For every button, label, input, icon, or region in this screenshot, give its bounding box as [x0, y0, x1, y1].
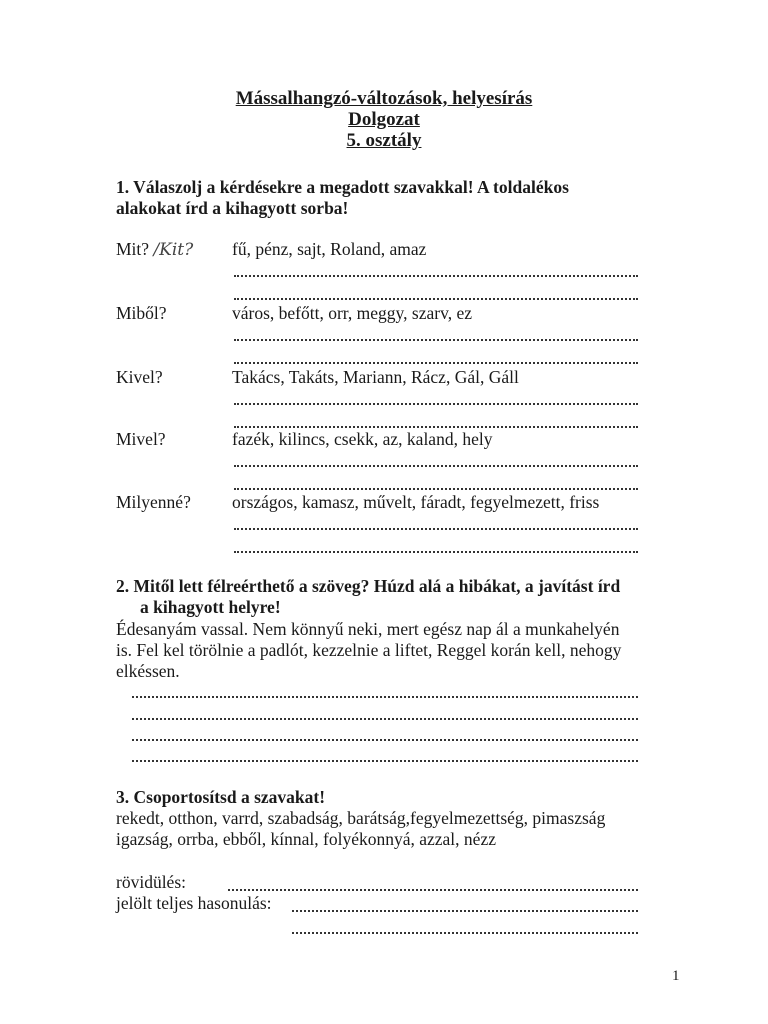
task1-question-2: Miből? — [116, 303, 167, 323]
answer-line[interactable] — [234, 453, 638, 467]
answer-line[interactable] — [132, 727, 638, 741]
task2-text-line3: elkéssen. — [116, 661, 180, 681]
answer-line[interactable] — [292, 920, 638, 934]
answer-line[interactable] — [132, 748, 638, 762]
answer-line[interactable] — [234, 516, 638, 530]
page-number: 1 — [672, 968, 680, 984]
answer-line[interactable] — [292, 898, 638, 912]
task1-words-5: országos, kamasz, művelt, fáradt, fegyelmezett, friss — [232, 492, 600, 512]
task2-text-line2: is. Fel kel törölnie a padlót, kezzelnie a liftet, Reggel korán kell, nehogy — [116, 640, 622, 660]
task2-heading-line1: 2. Mitől lett félreérthető a szöveg? Húzd alá a hibákat, a javítást írd — [116, 576, 621, 596]
answer-line[interactable] — [234, 391, 638, 405]
answer-line[interactable] — [234, 286, 638, 300]
answer-line[interactable] — [132, 684, 638, 698]
task1-words-1: fű, pénz, sajt, Roland, amaz — [232, 239, 427, 259]
answer-line[interactable] — [234, 414, 638, 428]
task2-heading — [116, 576, 706, 618]
task1-question-1: Mit? /Kit? — [116, 239, 194, 260]
task1-question-5: Milyenné? — [116, 492, 191, 512]
label-rovidules: rövidülés: — [116, 872, 186, 892]
task1-heading — [116, 177, 676, 219]
title-block — [0, 88, 768, 151]
answer-line[interactable] — [234, 327, 638, 341]
task1-words-3: Takács, Takáts, Mariann, Rácz, Gál, Gáll — [232, 367, 519, 387]
task3-words-line1: rekedt, otthon, varrd, szabadság, barátság,fegyelmezettség, pimaszság — [116, 808, 606, 828]
answer-line[interactable] — [234, 539, 638, 553]
task1-heading-line1: 1. Válaszolj a kérdésekre a megadott szavakkal! A toldalékos — [116, 177, 569, 197]
title-subtitle: Dolgozat — [348, 109, 420, 130]
answer-line[interactable] — [132, 706, 638, 720]
task1-question-3: Kivel? — [116, 367, 163, 387]
label-hasonulas: jelölt teljes hasonulás: — [116, 893, 272, 913]
answer-line[interactable] — [234, 350, 638, 364]
title-main: Mássalhangzó-változások, helyesírás — [235, 88, 533, 109]
task1-words-4: fazék, kilincs, csekk, az, kaland, hely — [232, 429, 493, 449]
task1-words-2: város, befőtt, orr, meggy, szarv, ez — [232, 303, 472, 323]
answer-line[interactable] — [234, 476, 638, 490]
task2-text-line1: Édesanyám vassal. Nem könnyű neki, mert egész nap ál a munkahelyén — [116, 619, 620, 639]
answer-line[interactable] — [234, 263, 638, 277]
task3-heading: 3. Csoportosítsd a szavakat! — [116, 787, 326, 807]
answer-line[interactable] — [228, 877, 638, 891]
task3-words-line2: igazság, orrba, ebből, kínnal, folyékonnyá, azzal, nézz — [116, 829, 496, 849]
handwritten-note: /Kit? — [153, 240, 194, 260]
task1-heading-line2: alakokat írd a kihagyott sorba! — [116, 198, 349, 218]
title-grade: 5. osztály — [346, 130, 422, 151]
task2-heading-line2: a kihagyott helyre! — [140, 597, 281, 617]
task1-question-4: Mivel? — [116, 429, 166, 449]
